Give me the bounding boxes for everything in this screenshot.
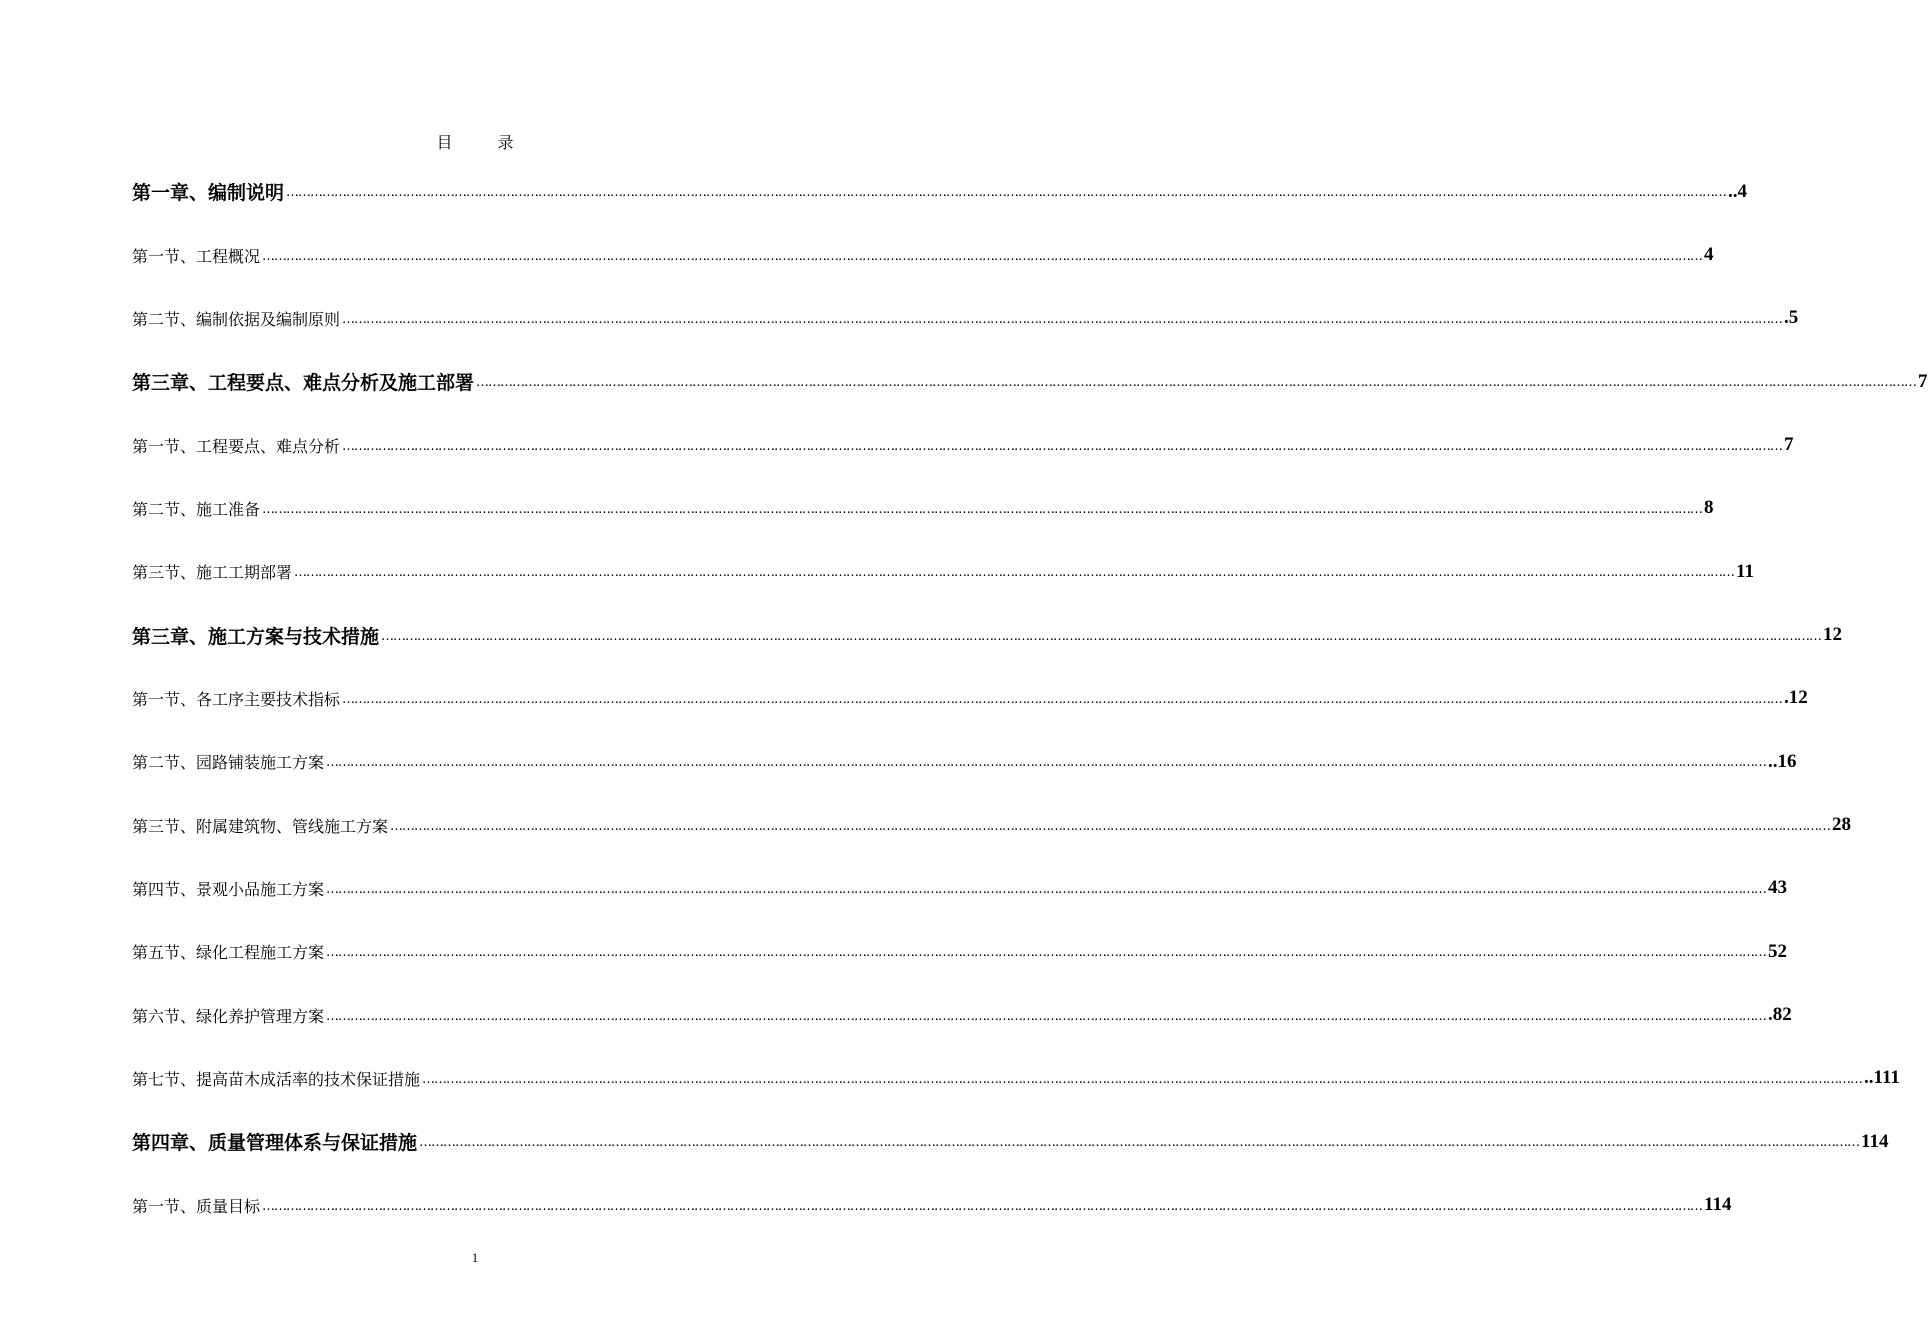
toc-entry-page: 12 — [1823, 624, 1843, 646]
toc-entry-page: 28 — [1832, 814, 1852, 836]
dot-leader: ……………………………………………………………………………………………………………………………………………………………………………………………………………………………………………………………………………………………………………………………… — [262, 1198, 1703, 1214]
dot-leader: ……………………………………………………………………………………………………………………………………………………………………………………………………………………………………………………………………………………………………………………………… — [342, 311, 1783, 327]
dot-leader: ……………………………………………………………………………………………………………………………………………………………………………………………………………………………………………………………………………………………………………………………… — [422, 1071, 1863, 1087]
toc-entry[interactable] — [132, 287, 1799, 350]
toc-entry-page: .12 — [1784, 687, 1808, 709]
toc-entry-page: .82 — [1768, 1004, 1792, 1026]
toc-entry-title: 第四节、景观小品施工方案 — [132, 879, 325, 899]
toc-entry-title: 第四章、质量管理体系与保证措施 — [132, 1132, 418, 1155]
dot-leader: ……………………………………………………………………………………………………………………………………………………………………………………………………………………………………………………………………………………………………………………………… — [419, 1135, 1860, 1151]
toc-entry-page: 43 — [1768, 877, 1788, 899]
dot-leader: ……………………………………………………………………………………………………………………………………………………………………………………………………………………………………………………………………………………………………………………………… — [326, 945, 1767, 961]
toc-entry-page: 7 — [1784, 434, 1794, 456]
toc-entry[interactable] — [132, 920, 1788, 983]
dot-leader: ……………………………………………………………………………………………………………………………………………………………………………………………………………………………………………………………………………………………………………………………… — [286, 185, 1727, 201]
toc-entry-title: 第一节、工程概况 — [132, 246, 261, 266]
dot-leader: ……………………………………………………………………………………………………………………………………………………………………………………………………………………………………………………………………………………………………………………………… — [262, 248, 1703, 264]
toc-entry-title: 第六节、绿化养护管理方案 — [132, 1006, 325, 1026]
toc-entry-page: ..4 — [1728, 180, 1748, 202]
toc-entry-page: 8 — [1704, 497, 1714, 519]
toc-entry-title: 第三节、附属建筑物、管线施工方案 — [132, 816, 389, 836]
toc-entry-title: 第五节、绿化工程施工方案 — [132, 943, 325, 963]
toc-entry-title: 第二节、编制依据及编制原则 — [132, 309, 341, 329]
toc-entry[interactable] — [132, 1047, 1900, 1110]
dot-leader: ……………………………………………………………………………………………………………………………………………………………………………………………………………………………………………………………………………………………………………………………… — [262, 501, 1703, 517]
dot-leader: ……………………………………………………………………………………………………………………………………………………………………………………………………………………………………………………………………………………………………………………………… — [294, 565, 1735, 581]
dot-leader: ……………………………………………………………………………………………………………………………………………………………………………………………………………………………………………………………………………………………………………………………… — [342, 438, 1783, 454]
toc-entry-page: .5 — [1784, 307, 1799, 329]
toc-entry-page: 114 — [1861, 1130, 1889, 1152]
toc-entry-title: 第二节、施工准备 — [132, 499, 261, 519]
toc-entry[interactable] — [132, 160, 1748, 223]
toc-entry[interactable] — [132, 1174, 1732, 1237]
dot-leader: ……………………………………………………………………………………………………………………………………………………………………………………………………………………………………………………………………………………………………………………………… — [326, 881, 1767, 897]
dot-leader: ……………………………………………………………………………………………………………………………………………………………………………………………………………………………………………………………………………………………………………………………… — [342, 691, 1783, 707]
toc-entry-title: 第三章、施工方案与技术措施 — [132, 625, 380, 648]
table-of-contents — [132, 160, 1928, 1237]
toc-entry-page: 52 — [1768, 940, 1788, 962]
dot-leader: ……………………………………………………………………………………………………………………………………………………………………………………………………………………………………………………………………………………………………………………………… — [326, 755, 1767, 771]
toc-entry-page: ..16 — [1768, 750, 1797, 772]
toc-entry[interactable] — [132, 350, 1928, 413]
toc-entry-title: 第一节、各工序主要技术指标 — [132, 689, 341, 709]
toc-entry-page: 7 — [1918, 370, 1928, 392]
toc-entry-page: 4 — [1704, 244, 1714, 266]
toc-entry[interactable] — [132, 540, 1754, 603]
dot-leader: ……………………………………………………………………………………………………………………………………………………………………………………………………………………………………………………………………………………………………………………………… — [390, 818, 1831, 834]
toc-entry[interactable] — [132, 223, 1714, 286]
dot-leader: ……………………………………………………………………………………………………………………………………………………………………………………………………………………………………………………………………………………………………………………………… — [381, 628, 1822, 644]
toc-entry[interactable] — [132, 413, 1794, 476]
toc-entry-title: 第一节、质量目标 — [132, 1196, 261, 1216]
toc-entry[interactable] — [132, 1110, 1889, 1173]
toc-entry[interactable] — [132, 477, 1714, 540]
toc-heading: 目 录 — [436, 133, 534, 152]
toc-entry[interactable] — [132, 983, 1792, 1046]
toc-entry-title: 第二节、园路铺装施工方案 — [132, 753, 325, 773]
toc-entry[interactable] — [132, 603, 1843, 666]
dot-leader: ……………………………………………………………………………………………………………………………………………………………………………………………………………………………………………………………………………………………………………………………… — [326, 1008, 1767, 1024]
toc-entry-title: 第三节、施工工期部署 — [132, 563, 293, 583]
toc-entry-page: 114 — [1704, 1194, 1732, 1216]
toc-entry-title: 第三章、工程要点、难点分析及施工部署 — [132, 372, 475, 395]
toc-entry[interactable] — [132, 857, 1788, 920]
toc-entry[interactable] — [132, 730, 1797, 793]
toc-entry[interactable] — [132, 793, 1852, 856]
toc-entry[interactable] — [132, 667, 1808, 730]
toc-entry-page: ..111 — [1864, 1067, 1900, 1089]
toc-entry-title: 第一节、工程要点、难点分析 — [132, 436, 341, 456]
toc-entry-title: 第一章、编制说明 — [132, 182, 285, 205]
toc-entry-page: 11 — [1736, 560, 1754, 582]
dot-leader: ……………………………………………………………………………………………………………………………………………………………………………………………………………………………………………………………………………………………………………………………… — [476, 375, 1917, 391]
page-number: 1 — [471, 1250, 479, 1265]
toc-entry-title: 第七节、提高苗木成活率的技术保证措施 — [132, 1069, 421, 1089]
